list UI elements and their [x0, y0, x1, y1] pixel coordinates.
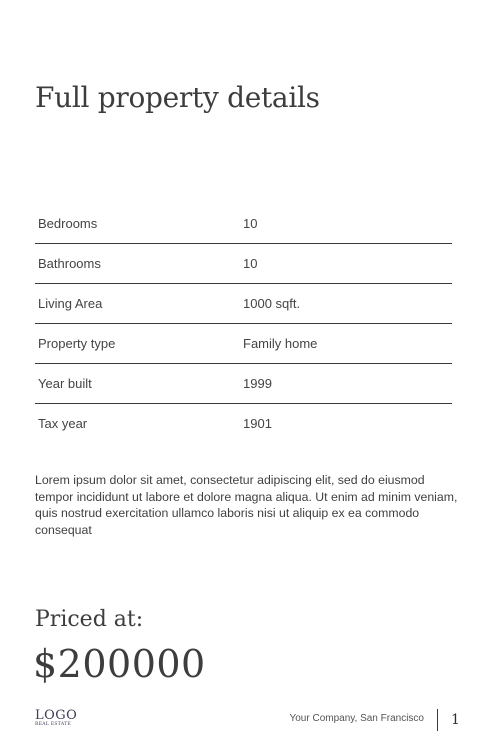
details-label: Year built: [38, 376, 92, 391]
details-label: Bedrooms: [38, 216, 98, 231]
details-value: Family home: [243, 336, 318, 351]
page-title: Full property details: [35, 80, 320, 114]
property-details-table: [35, 204, 452, 443]
details-label: Living Area: [38, 296, 103, 311]
details-row-property-type: [35, 324, 452, 364]
details-value: 1999: [243, 376, 272, 391]
details-value: 10: [243, 216, 258, 231]
details-row-year-built: [35, 364, 452, 404]
page-number: 1: [451, 712, 460, 728]
logo-tagline: REAL ESTATE: [35, 722, 72, 727]
details-row-living-area: [35, 284, 452, 324]
details-label: Tax year: [38, 416, 88, 431]
details-row-bathrooms: [35, 244, 452, 284]
priced-at-label: Priced at:: [35, 607, 144, 632]
footer-company-name: Your Company, San Francisco: [289, 713, 424, 724]
company-logo: [35, 709, 77, 728]
property-price: $200000: [33, 642, 206, 686]
details-label: Bathrooms: [38, 256, 101, 271]
details-row-tax-year: [35, 404, 452, 443]
details-value: 10: [243, 256, 258, 271]
details-value: 1901: [243, 416, 272, 431]
property-description: Lorem ipsum dolor sit amet, consectetur adipiscing elit, sed do eiusmod tempor incididunt ut labore et dolore magna aliqua. Ut enim ad minim veniam, quis nostrud exercitation ullamco laboris nisi ut aliquip ex ea commodo consequat: [35, 473, 458, 537]
details-label: Property type: [38, 336, 116, 351]
details-row-bedrooms: [35, 204, 452, 244]
footer-divider: [437, 709, 438, 731]
details-value: 1000 sqft.: [243, 296, 301, 311]
logo-wordmark: LOGO: [35, 708, 78, 723]
